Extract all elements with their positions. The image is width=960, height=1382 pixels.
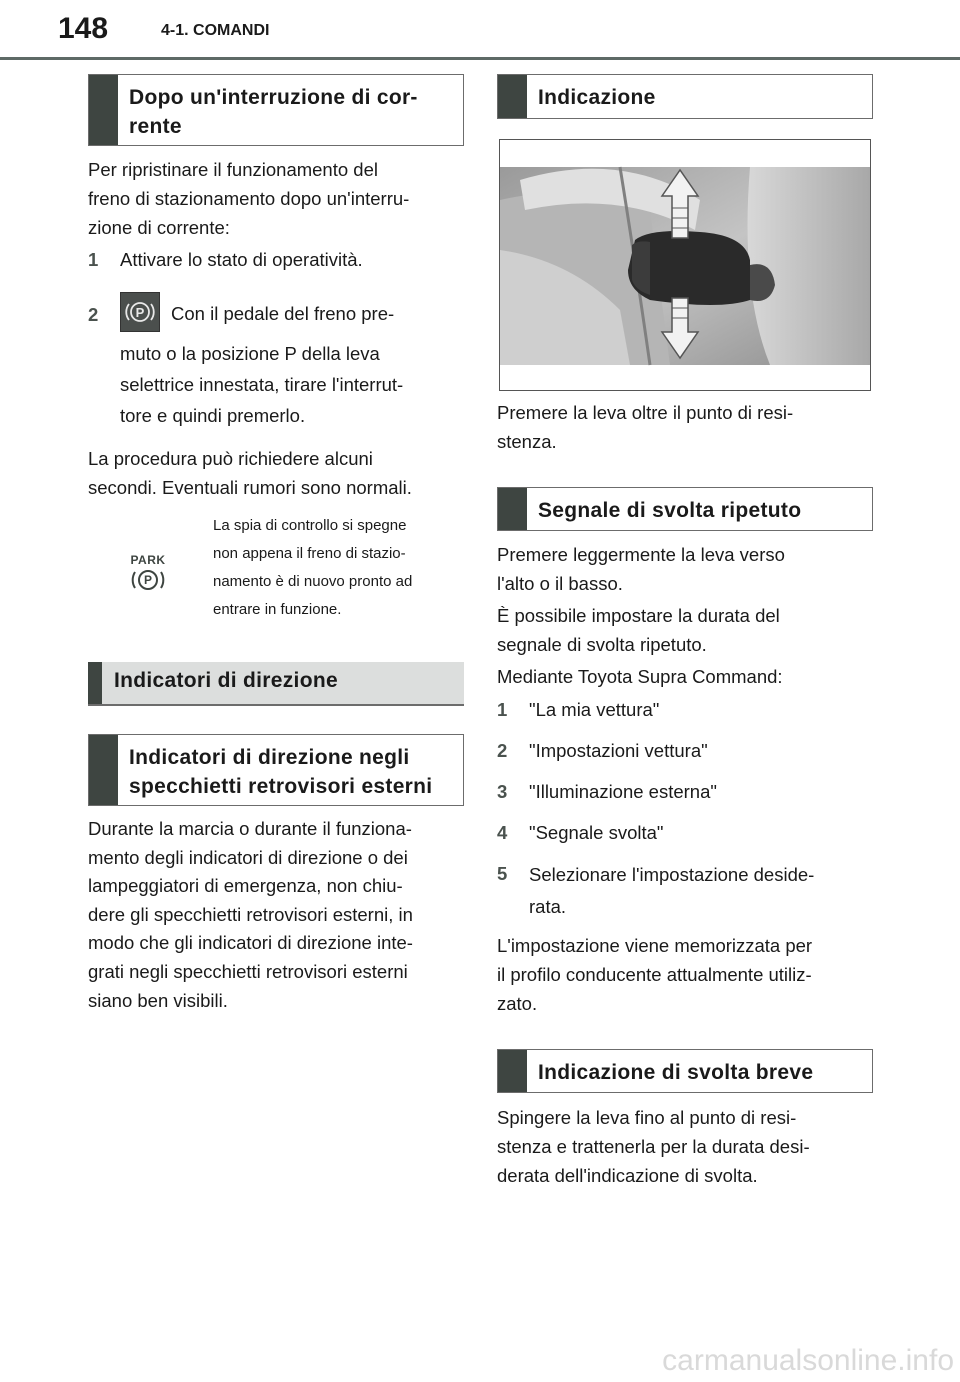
warning-light-note: La spia di controllo si spegne non appena il freno di stazio- namento è di nuovo pronto ad entrare in funzione. (213, 517, 413, 618)
step-text: "Impostazioni vettura" (529, 740, 708, 761)
indication-paragraph: Premere la leva oltre il punto di resi- stenza. (497, 402, 794, 452)
step-number: 5 (497, 863, 508, 884)
heading-bar (88, 662, 102, 704)
svg-text:P: P (135, 305, 145, 320)
page-header (0, 0, 960, 62)
header-divider (0, 57, 960, 60)
step-text: Con il pedale del freno pre- (171, 303, 395, 324)
heading-bar (498, 488, 527, 530)
menu-step-1 (497, 695, 873, 725)
repeat-paragraph-3: Mediante Toyota Supra Command: (497, 666, 783, 687)
step-text: "La mia vettura" (529, 699, 660, 720)
lever-illustration (500, 140, 870, 390)
heading-bar (89, 75, 118, 145)
step-number: 1 (497, 699, 508, 720)
heading-short-signal (497, 1049, 873, 1093)
heading-bar (89, 735, 118, 805)
parking-brake-switch-icon (120, 292, 160, 332)
step-number: 3 (497, 781, 508, 802)
heading-repeat-signal-text: Segnale di svolta ripetuto (538, 499, 802, 522)
step-2 (88, 292, 464, 432)
heading-indication-text: Indicazione (538, 86, 656, 109)
heading-power-interruption-text: Dopo un'interruzione di cor- rente (129, 86, 418, 138)
procedure-note: La procedura può richiedere alcuni secondi. Eventuali rumori sono normali. (88, 448, 412, 498)
page-number: 148 (58, 12, 109, 45)
mirror-signals-paragraph: Durante la marcia o durante il funziona- mento degli indicatori di direzione o dei lampeggiatori di emergenza, non chiu- dere gli specchietti retrovisori esterni, in modo che gli indicatori di direzione inte- grati negli specchietti retrovisori esterni siano ben visibili. (88, 818, 413, 1011)
heading-power-interruption (88, 74, 464, 146)
menu-step-4 (497, 818, 873, 848)
watermark: carmanualsonline.info (662, 1344, 954, 1377)
short-signal-paragraph: Spingere la leva fino al punto di resi- stenza e trattenerla per la durata desi- derata dell'indicazione di svolta. (497, 1107, 810, 1186)
menu-step-5 (497, 859, 873, 923)
saved-setting-paragraph: L'impostazione viene memorizzata per il profilo conducente attualmente utiliz- zato. (497, 935, 813, 1014)
step-text: Attivare lo stato di operatività. (120, 249, 363, 270)
step-text: "Illuminazione esterna" (529, 781, 717, 802)
heading-turn-signals (88, 662, 464, 706)
heading-bar (498, 75, 527, 118)
park-icon-label: PARK (130, 553, 166, 567)
menu-step-2 (497, 736, 873, 766)
heading-bar (498, 1050, 527, 1092)
step-number: 2 (88, 304, 99, 325)
park-warning-icon (126, 553, 170, 597)
heading-mirror-signals (88, 734, 464, 806)
repeat-paragraph-2: È possibile impostare la durata del segnale di svolta ripetuto. (497, 605, 780, 655)
step-number: 2 (497, 740, 508, 761)
step-number: 4 (497, 822, 508, 843)
park-icon-letter: P (143, 573, 152, 587)
step-text: "Segnale svolta" (529, 822, 664, 843)
heading-mirror-signals-text: Indicatori di direzione negli specchietti retrovisori esterni (129, 746, 433, 798)
menu-step-3 (497, 777, 873, 807)
heading-indication (497, 74, 873, 119)
heading-repeat-signal (497, 487, 873, 531)
heading-short-signal-text: Indicazione di svolta breve (538, 1061, 814, 1084)
heading-turn-signals-text: Indicatori di direzione (114, 669, 338, 692)
section-title: 4-1. COMANDI (161, 22, 270, 39)
turn-signal-lever-figure (499, 139, 871, 391)
repeat-paragraph-1: Premere leggermente la leva verso l'alto o il basso. (497, 544, 785, 594)
intro-paragraph: Per ripristinare il funzionamento del freno di stazionamento dopo un'interru- zione di corrente: (88, 159, 410, 238)
step-number: 1 (88, 249, 99, 270)
step-text-continued: muto o la posizione P della leva selettrice innestata, tirare l'interrut- tore e quindi premerlo. (120, 343, 404, 426)
step-1 (88, 245, 464, 275)
step-text: Selezionare l'impostazione deside- rata. (529, 864, 815, 917)
